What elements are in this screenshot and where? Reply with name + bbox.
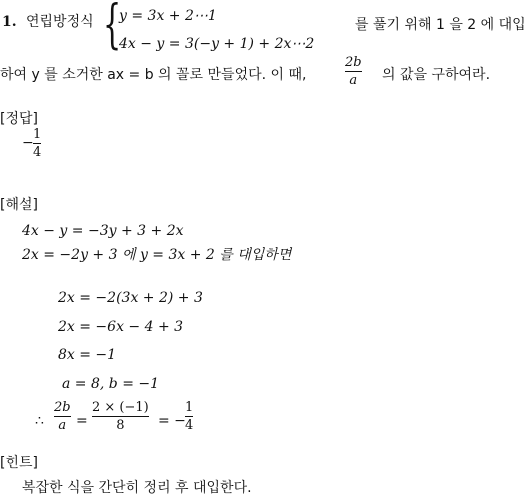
- answer-label: [정답]: [0, 111, 38, 127]
- final-mid-denominator: 8: [116, 418, 125, 433]
- system-eq-1: y = 3x + 2⋯1: [119, 8, 217, 24]
- answer-fraction-bar: [33, 143, 41, 144]
- final-mid-fraction: [92, 401, 149, 432]
- final-lhs-numerator: 2b: [54, 400, 71, 415]
- final-mid-numerator: 2 × (−1): [92, 400, 149, 415]
- solution-label: [해설]: [0, 197, 38, 213]
- system-brace: {: [103, 0, 122, 55]
- final-rhs-bar: [185, 416, 193, 417]
- final-equals-1: =: [76, 413, 88, 429]
- problem-line1-tail: 를 풀기 위해 1 을 2 에 대입: [355, 17, 526, 33]
- problem-lead: 연립방정식: [26, 14, 94, 30]
- final-lhs-bar: [54, 416, 71, 417]
- solution-line-1: 4x − y = −3y + 3 + 2x: [22, 223, 184, 239]
- final-rhs-fraction: [185, 401, 193, 432]
- answer-denominator: 4: [33, 145, 42, 160]
- fraction-bar: [345, 71, 362, 72]
- hint-text: 복잡한 식을 간단히 정리 후 대입한다.: [22, 480, 252, 496]
- problem-fraction: [345, 56, 362, 87]
- problem-number: 1.: [2, 14, 17, 30]
- final-mid-bar: [92, 416, 149, 417]
- solution-line-4: 2x = −6x − 4 + 3: [58, 319, 184, 335]
- answer-fraction: [33, 128, 41, 159]
- system-eq-2: 4x − y = 3(−y + 1) + 2x⋯2: [119, 36, 315, 52]
- problem-line2-head: 하여 y 를 소거한 ax = b 의 꼴로 만들었다. 이 때,: [0, 67, 307, 83]
- hint-label: [힌트]: [0, 455, 38, 471]
- answer-numerator: 1: [33, 127, 42, 142]
- problem-line2-tail: 의 값을 구하여라.: [382, 67, 491, 83]
- fraction-denominator: a: [349, 73, 358, 88]
- final-lhs-denominator: a: [58, 418, 67, 433]
- solution-line-3: 2x = −2(3x + 2) + 3: [58, 290, 203, 306]
- solution-line-5: 8x = −1: [58, 347, 117, 363]
- final-rhs-numerator: 1: [185, 400, 194, 415]
- solution-line-2: 2x = −2y + 3 에 y = 3x + 2 를 대입하면: [22, 247, 292, 263]
- solution-line-6: a = 8, b = −1: [62, 376, 160, 392]
- final-rhs-denominator: 4: [185, 418, 194, 433]
- therefore-symbol: ∴: [35, 413, 44, 429]
- final-equals-2: = −: [158, 413, 186, 429]
- answer-sign: −: [22, 135, 34, 151]
- final-lhs-fraction: [54, 401, 71, 432]
- fraction-numerator: 2b: [345, 55, 362, 70]
